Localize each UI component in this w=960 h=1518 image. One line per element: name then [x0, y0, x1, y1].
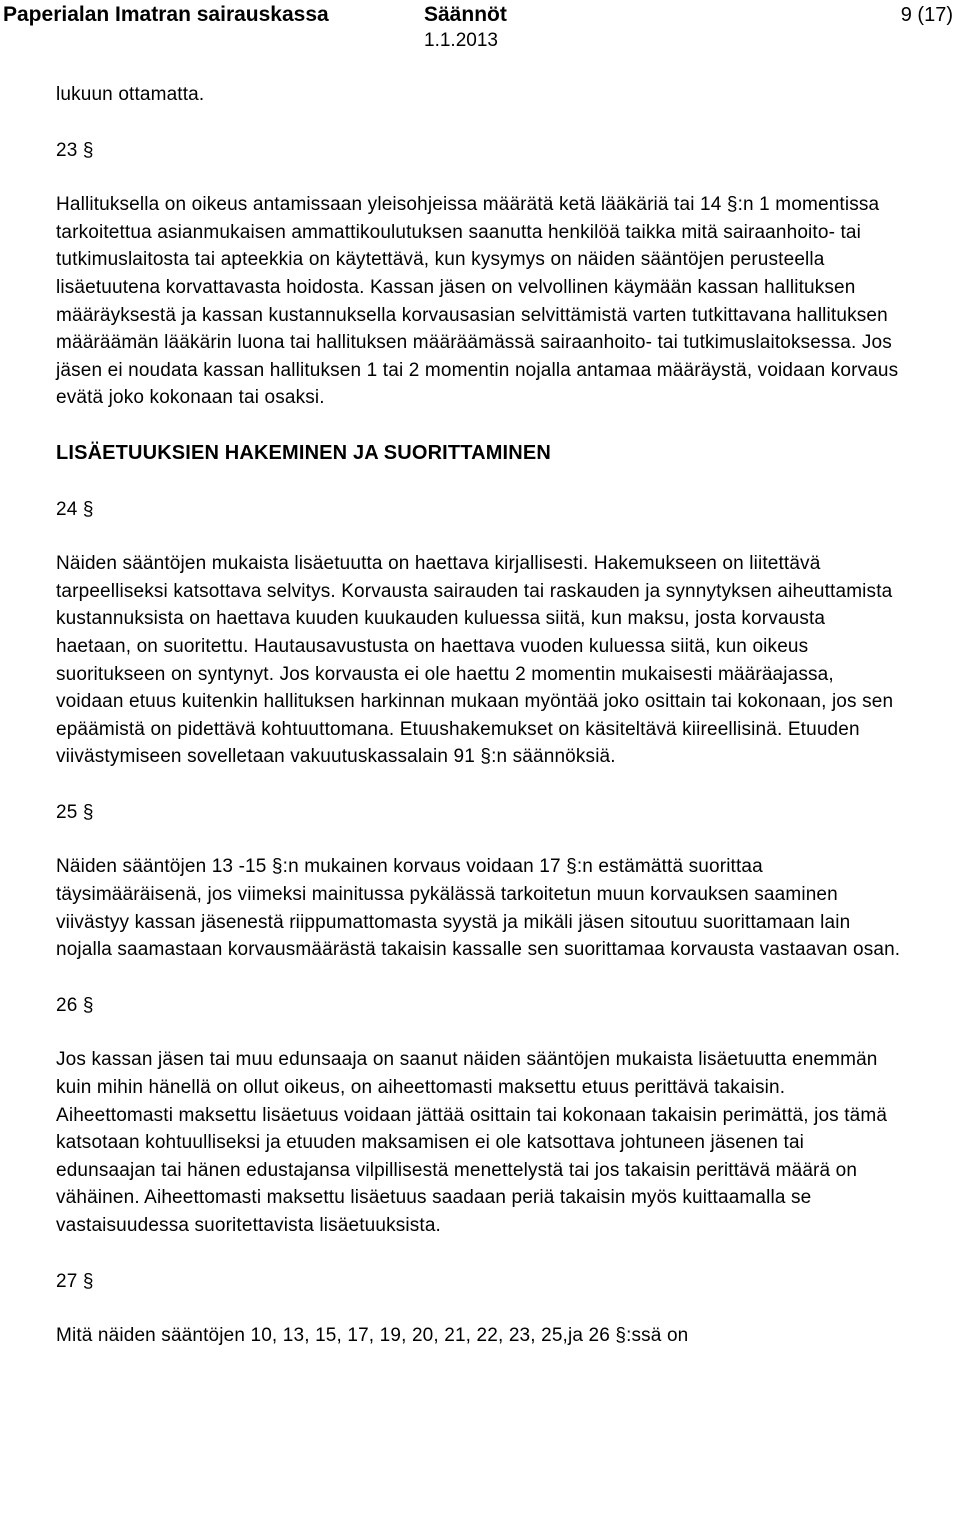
continuation-text: lukuun ottamatta. — [56, 84, 205, 105]
page-header — [0, 0, 960, 58]
section-number-23: 23 § — [56, 139, 94, 161]
section-number-24: 24 § — [56, 498, 94, 520]
header-document-type: Säännöt — [424, 3, 507, 26]
section-text-27: Mitä näiden sääntöjen 10, 13, 15, 17, 19, 20, 21, 22, 23, 25,ja 26 §:ssä on — [56, 1325, 689, 1347]
section-text-25: Näiden sääntöjen 13 -15 §:n mukainen korvaus voidaan 17 §:n estämättä suorittaa täysimääräisenä, jos viimeksi mainitussa pykälässä tarkoitetun muun korvauksen saaminen viivästyy kassan jäsenestä riippumattomasta syystä ja mikäli jäsen sitoutuu suorittamaan lain nojalla saamastaan korvausmäärästä takaisin kassalle sen suorittamaa korvausta vastaavan osan. — [56, 856, 901, 961]
section-text-23: Hallituksella on oikeus antamissaan yleisohjeissa määrätä ketä lääkäriä tai 14 §:n 1 momentissa tarkoitettua asianmukaisen ammattikoulutuksen saanutta henkilöä taikka mitä sairaanhoito- tai tutkimuslaitosta tai apteekkia on käytettävä, kun kysymys on näiden sääntöjen perusteella lisäetuutena korvattavasta hoidosta. Kassan jäsen on velvollinen käymään kassan hallituksen määräyksestä ja kassan kustannuksella korvausasian selvittämistä varten tutkittavana hallituksen määräämän lääkärin luona tai hallituksen määräämässä sairaanhoito- tai tutkimuslaitoksessa. Jos jäsen ei noudata kassan hallituksen 1 tai 2 momentin nojalla antamaa määräystä, voidaan korvaus evätä joko kokonaan tai osaksi. — [56, 194, 899, 409]
header-page-number: 9 (17) — [900, 4, 953, 26]
document-body — [56, 81, 902, 1350]
section-heading: LISÄETUUKSIEN HAKEMINEN JA SUORITTAMINEN — [56, 441, 551, 464]
section-text-24: Näiden sääntöjen mukaista lisäetuutta on haettava kirjallisesti. Hakemukseen on liitettävä tarpeelliseksi katsottava selvitys. Korvausta sairauden tai raskauden ja synnytyksen aiheuttamista kustannuksista on haettava kuuden kuukauden kuluessa siitä, kun maksu, josta korvausta haetaan, on suoritettu. Hautausavustusta on haettava vuoden kuluessa siitä, kun oikeus suoritukseen on syntynyt. Jos korvausta ei ole haettu 2 momentin mukaisesti määräajassa, voidaan etuus kuitenkin hallituksen harkinnan mukaan myöntää joko osittain tai kokonaan, jos sen epäämistä on pidettävä kohtuuttomana. Etuushakemukset on käsiteltävä kiireellisinä. Etuuden viivästymiseen sovelletaan vakuutuskassalain 91 §:n säännöksiä. — [56, 553, 894, 768]
section-number-27: 27 § — [56, 1270, 94, 1292]
header-date: 1.1.2013 — [424, 30, 498, 51]
header-organization: Paperialan Imatran sairauskassa — [3, 3, 329, 26]
section-number-25: 25 § — [56, 801, 94, 823]
section-text-26: Jos kassan jäsen tai muu edunsaaja on saanut näiden sääntöjen mukaista lisäetuutta enemmän kuin mihin hänellä on ollut oikeus, on aiheettomasti maksettu etuus perittävä takaisin. Aiheettomasti maksettu lisäetuus voidaan jättää osittain tai kokonaan takaisin perimättä, jos tämä katsotaan kohtuulliseksi ja etuuden maksamisen ei ole katsottava johtuneen jäsenen tai edunsaajan tai hänen edustajansa vilpillisestä menettelystä tai jos takaisin perittävä määrä on vähäinen. Aiheettomasti maksettu lisäetuus saadaan periä takaisin myös kuittaamalla se vastaisuudessa suoritettavista lisäetuuksista. — [56, 1049, 888, 1236]
section-number-26: 26 § — [56, 994, 94, 1016]
